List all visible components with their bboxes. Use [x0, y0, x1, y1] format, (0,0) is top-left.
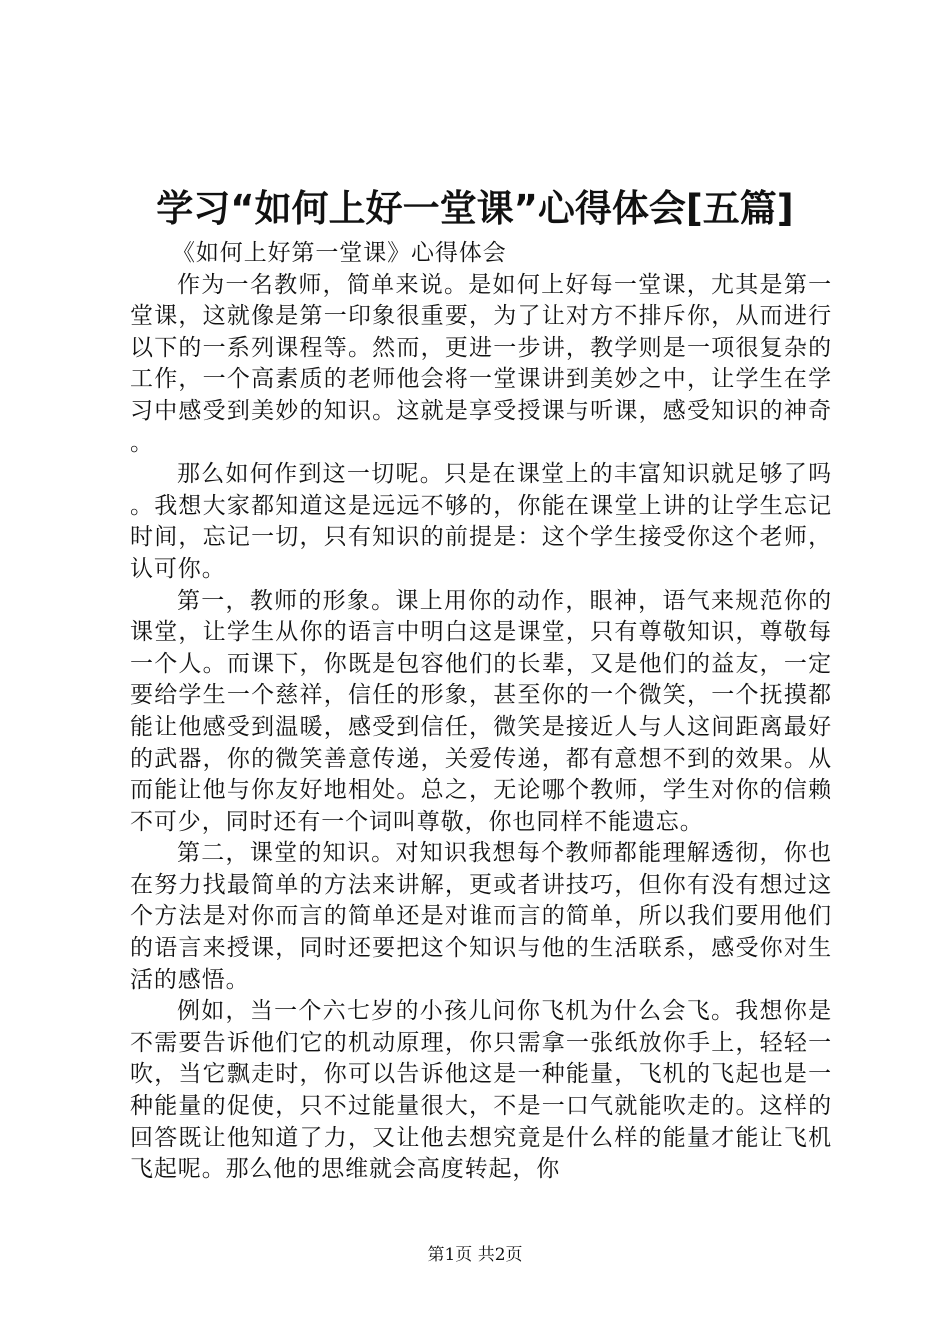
- paragraph: 那么如何作到这一切呢。只是在课堂上的丰富知识就足够了吗。我想大家都知道这是远远不够的，你能在课堂上讲的让学生忘记时间，忘记一切，只有知识的前提是：这个学生接受你这个老师，认可你。: [130, 461, 832, 582]
- paragraph: 作为一名教师，简单来说。是如何上好每一堂课，尤其是第一堂课，这就像是第一印象很重要，为了让对方不排斥你，从而进行以下的一系列课程等。然而，更进一步讲，教学则是一项很复杂的工作，一个高素质的老师他会将一堂课讲到美妙之中，让学生在学习中感受到美妙的知识。这就是享受授课与听课，感受知识的神奇。: [130, 271, 832, 456]
- paragraph: 例如，当一个六七岁的小孩儿问你飞机为什么会飞。我想你是不需要告诉他们它的机动原理，你只需拿一张纸放你手上，轻轻一吹，当它飘走时，你可以告诉他这是一种能量，飞机的飞起也是一种能量的促使，只不过能量很大，不是一口气就能吹走的。这样的回答既让他知道了力，又让他去想究竟是什么样的能量才能让飞机飞起呢。那么他的思维就会高度转起，你: [130, 998, 832, 1183]
- document-subtitle: 《如何上好第一堂课》心得体会: [172, 240, 507, 266]
- document-body: [130, 238, 832, 1186]
- document-title: 学习“如何上好一堂课”心得体会[五篇]: [156, 187, 794, 230]
- page-footer: 第1页 共2页: [427, 1245, 523, 1265]
- paragraph: 第二，课堂的知识。对知识我想每个教师都能理解透彻，你也在努力找最简单的方法来讲解，更或者讲技巧，但你有没有想过这个方法是对你而言的简单还是对谁而言的简单，所以我们要用他们的语言来授课，同时还要把这个知识与他的生活联系，感受你对生活的感悟。: [130, 840, 832, 993]
- paragraph: 第一，教师的形象。课上用你的动作，眼神，语气来规范你的课堂，让学生从你的语言中明白这是课堂，只有尊敬知识，尊敬每一个人。而课下，你既是包容他们的长辈，又是他们的益友，一定要给学生一个慈祥，信任的形象，甚至你的一个微笑，一个抚摸都能让他感受到温暖，感受到信任，微笑是接近人与人这间距离最好的武器，你的微笑善意传递，关爱传递，都有意想不到的效果。从而能让他与你友好地相处。总之，无论哪个教师，学生对你的信赖不可少，同时还有一个词叫尊敬，你也同样不能遗忘。: [130, 587, 832, 835]
